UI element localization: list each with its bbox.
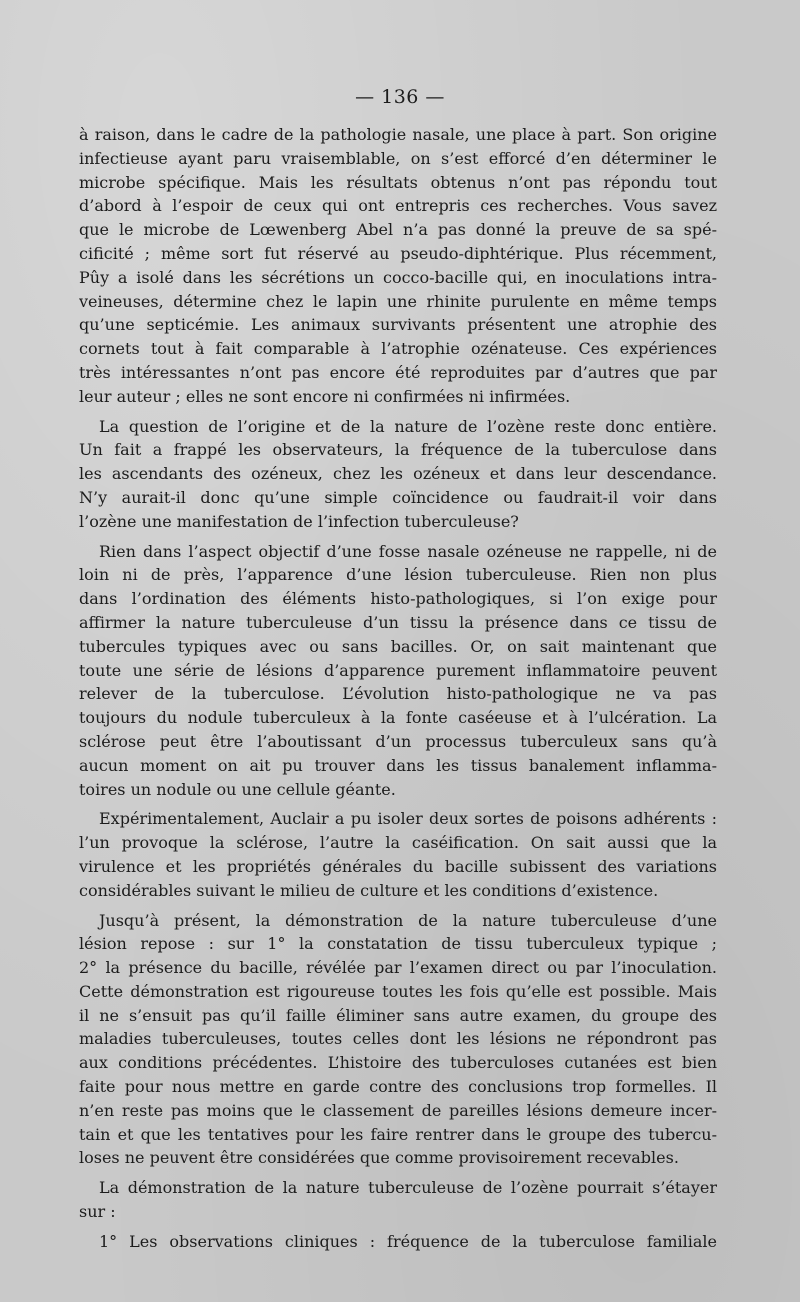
text-line: 2° la présence du bacille, révélée par l’examen direct ou par l’inoculation. bbox=[79, 958, 717, 978]
text-line: Un fait a frappé les observateurs, la fréquence de la tuberculose dans bbox=[79, 440, 717, 460]
text-line: infectieuse ayant paru vraisemblable, on s’est efforcé d’en déterminer le bbox=[79, 148, 717, 168]
text-line: toires un nodule ou une cellule géante. bbox=[79, 779, 396, 799]
text-line: tain et que les tentatives pour les faire rentrer dans le groupe des tubercu- bbox=[79, 1124, 717, 1144]
text-line: microbe spécifique. Mais les résultats obtenus n’ont pas répondu tout bbox=[79, 172, 717, 192]
text-line: sclérose peut être l’aboutissant d’un processus tuberculeux sans qu’à bbox=[79, 731, 717, 751]
paragraph-5 bbox=[79, 909, 717, 1171]
text-line: loses ne peuvent être considérées que comme provisoirement recevables. bbox=[79, 1148, 679, 1168]
text-line: aucun moment on ait pu trouver dans les tissus banalement inflamma- bbox=[79, 755, 717, 775]
text-line: relever de la tuberculose. L’évolution histo-pathologique ne va pas bbox=[79, 684, 717, 704]
text-line: l’un provoque la sclérose, l’autre la caséification. On sait aussi que la bbox=[79, 833, 717, 853]
paragraph-1 bbox=[79, 123, 717, 409]
text-line: à raison, dans le cadre de la pathologie nasale, une place à part. Son origine bbox=[79, 125, 717, 144]
text-line: dans l’ordination des éléments histo-pathologiques, si l’on exige pour bbox=[79, 589, 717, 609]
paragraph-3 bbox=[79, 540, 717, 802]
text-line: loin ni de près, l’apparence d’une lésion tuberculeuse. Rien non plus bbox=[79, 565, 717, 585]
text-line: 1° Les observations cliniques : fréquence de la tuberculose familiale bbox=[99, 1231, 717, 1251]
text-line: affirmer la nature tuberculeuse d’un tissu la présence dans ce tissu de bbox=[79, 612, 717, 632]
body-text bbox=[79, 123, 717, 1260]
text-line: que le microbe de Lœwenberg Abel n’a pas donné la preuve de sa spé- bbox=[79, 220, 717, 240]
text-line: Jusqu’à présent, la démonstration de la nature tuberculeuse d’une bbox=[99, 910, 717, 930]
text-line: toujours du nodule tuberculeux à la fonte caséeuse et à l’ulcération. La bbox=[79, 708, 717, 728]
text-line: très intéressantes n’ont pas encore été reproduites par d’autres que par bbox=[79, 362, 717, 382]
text-line: virulence et les propriétés générales du bacille subissent des variations bbox=[79, 856, 717, 876]
paragraph-7 bbox=[79, 1230, 717, 1254]
text-line: Expérimentalement, Auclair a pu isoler deux sortes de poisons adhérents : bbox=[99, 809, 717, 829]
text-line: toute une série de lésions d’apparence purement inflammatoire peuvent bbox=[79, 660, 717, 680]
text-line: La question de l’origine et de la nature de l’ozène reste donc entière. bbox=[99, 416, 717, 436]
paragraph-6 bbox=[79, 1176, 717, 1224]
text-line: il ne s’ensuit pas qu’il faille éliminer sans autre examen, du groupe des bbox=[79, 1005, 717, 1025]
text-line: considérables suivant le milieu de culture et les conditions d’existence. bbox=[79, 880, 659, 900]
text-line: lésion repose : sur 1° la constatation de tissu tuberculeux typique ; bbox=[79, 934, 717, 954]
text-line: maladies tuberculeuses, toutes celles dont les lésions ne répondront pas bbox=[79, 1029, 717, 1049]
text-line: La démonstration de la nature tuberculeuse de l’ozène pourrait s’étayer bbox=[99, 1178, 717, 1198]
paragraph-2 bbox=[79, 415, 717, 534]
text-line: N’y aurait-il donc qu’une simple coïncidence ou faudrait-il voir dans bbox=[79, 487, 717, 507]
text-line: n’en reste pas moins que le classement de pareilles lésions demeure incer- bbox=[79, 1100, 717, 1120]
text-line: les ascendants des ozéneux, chez les ozéneux et dans leur descendance. bbox=[79, 464, 717, 484]
text-line: veineuses, détermine chez le lapin une rhinite purulente en même temps bbox=[79, 291, 717, 311]
text-line: faite pour nous mettre en garde contre des conclusions trop formelles. Il bbox=[79, 1077, 717, 1097]
text-line: aux conditions précédentes. L’histoire des tuberculoses cutanées est bien bbox=[79, 1053, 717, 1073]
page-number: — 136 — bbox=[355, 86, 445, 108]
text-line: d’abord à l’espoir de ceux qui ont entrepris ces recherches. Vous savez bbox=[79, 196, 717, 216]
text-line: sur : bbox=[79, 1202, 116, 1222]
text-line: l’ozène une manifestation de l’infection tuberculeuse? bbox=[79, 511, 519, 531]
text-line: Rien dans l’aspect objectif d’une fosse nasale ozéneuse ne rappelle, ni de bbox=[99, 541, 717, 561]
text-line: tubercules typiques avec ou sans bacilles. Or, on sait maintenant que bbox=[79, 636, 717, 656]
text-line: cificité ; même sort fut réservé au pseudo-diphtérique. Plus récemment, bbox=[79, 243, 717, 263]
text-line: qu’une septicémie. Les animaux survivants présentent une atrophie des bbox=[79, 315, 717, 335]
text-line: leur auteur ; elles ne sont encore ni confirmées ni infirmées. bbox=[79, 386, 571, 406]
paragraph-4 bbox=[79, 807, 717, 902]
text-line: Cette démonstration est rigoureuse toutes les fois qu’elle est possible. Mais bbox=[79, 981, 717, 1001]
text-line: cornets tout à fait comparable à l’atrophie ozénateuse. Ces expériences bbox=[79, 339, 717, 359]
text-line: Pûy a isolé dans les sécrétions un cocco-bacille qui, en inoculations intra- bbox=[79, 267, 717, 287]
